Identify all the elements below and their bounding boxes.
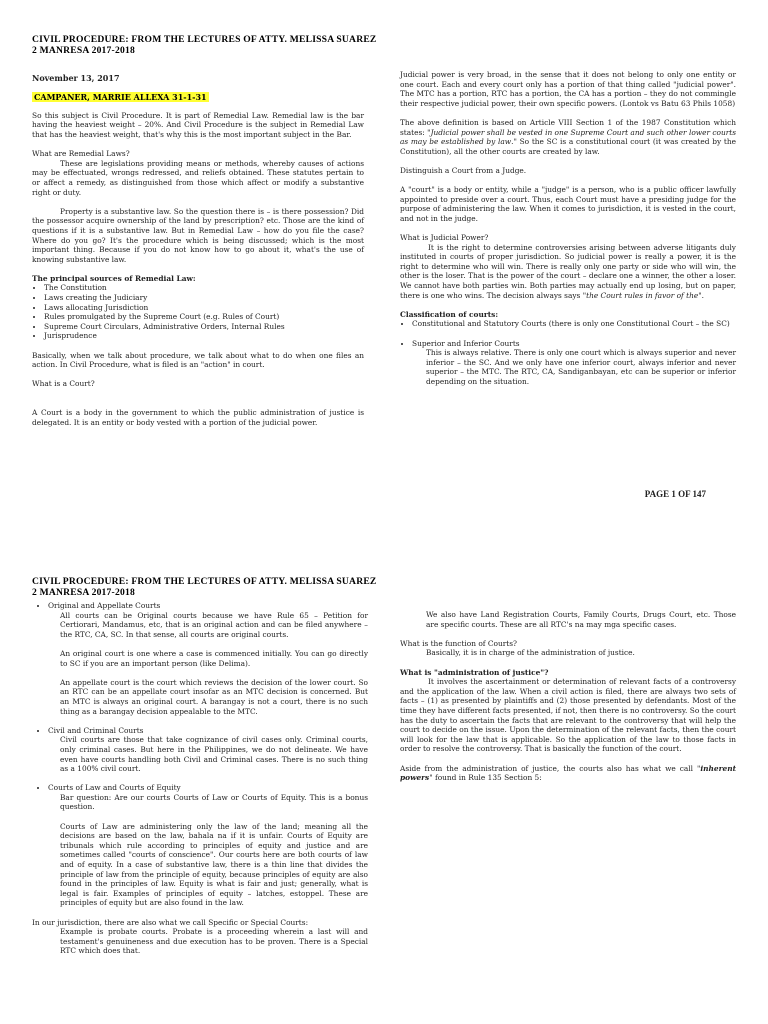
- page-header: [32, 34, 377, 56]
- list-item: • Civil and Criminal Courts Civil courts are those that take cognizance of civil cases only. Criminal courts, only criminal cases. But here in the Philippines, we do not delineate. We have even have courts handling both Civil and Criminal cases. There is no such thing as a 100% civil court.: [48, 726, 368, 774]
- answer-administration: It involves the ascertainment or determination of relevant facts of a controversy and the application of the law. When a civil action is filed, there are always two sets of facts – (1) as presented by plaintiffs and (2) those presented by defendants. Most of the time they have different facts presented, if not, then there is no controversy. So the court has the duty to ascertain the facts that are relevant to the controversy that will help the court to decide on the issue. Upon the determination of the relevant facts, then the court will look for the law that is applicable. So the application of the law to those facts in order to resolve the controversy. That is basically the function of the court.: [400, 677, 736, 754]
- sources-title: The principal sources of Remedial Law:: [32, 273, 196, 283]
- question-court: What is a Court?: [32, 379, 95, 389]
- question-remedial-laws: What are Remedial Laws?: [32, 149, 130, 159]
- list-item: • Jurisprudence: [44, 331, 364, 341]
- list-item: • Courts of Law and Courts of Equity Bar question: Are our courts Courts of Law or Courts of Equity. This is a bonus question. Courts of Law are administering only the law of the land; meaning all the decisions are based on the law, bahala na if it is unfair. Courts of Equity are tribunals which rule according to principles of equity and justice and are sometimes called "courts of conscience". Our courts here are both courts of law and of equity. In a case of substantive law, there is a thin line that divides the principle of law from the principle of equity, because principles of equity are also found in the principles of law. Equity is what is fair and just; generally, what is legal is fair. Examples of principles of equity – latches, estoppel. These are principles of equity but are also found in the law.: [48, 783, 368, 908]
- list-item: • Laws creating the Judiciary: [44, 293, 364, 303]
- intro-paragraph: So this subject is Civil Procedure. It is part of Remedial Law. Remedial law is the bar having the heaviest weight – 20%. And Civil Procedure is the subject in Remedial Law that has the heaviest weight, that's why this is the most important subject in the Bar.: [32, 110, 364, 139]
- bullet-title: • Courts of Law and Courts of Equity: [48, 783, 181, 793]
- list-item: • Superior and Inferior Courts: [412, 339, 736, 349]
- constitution-paragraph: The above definition is based on Article VIII Section 1 of the 1987 Constitution which states: "Judicial power shall be vested in one Supreme Court and such other lower courts as may be established by law." So the SC is a constitutional court (it was created by the Constitution), all the other courts are created by law.: [400, 117, 737, 156]
- answer-remedial-laws: These are legislations providing means or methods, whereby causes of actions may be effectuated, wrongs redressed, and reliefs obtained. These statutes pertain to or affect a remedy, as distinguished from those which affect or modify a substantive right or duty.: [32, 158, 364, 197]
- header-subtitle: 2 MANRESA 2017-2018: [32, 587, 135, 598]
- left-column: [32, 601, 368, 966]
- question-administration: What is "administration of justice"?: [400, 667, 549, 677]
- list-item: • Rules promulgated by the Supreme Court (e.g. Rules of Court): [44, 312, 364, 322]
- question-judicial-power: What is Judicial Power?: [400, 233, 489, 243]
- header-title: CIVIL PROCEDURE: FROM THE LECTURES OF ATTY. MELISSA SUAREZ: [32, 34, 377, 45]
- probate-paragraph: Example is probate courts. Probate is a proceeding wherein a last will and testament's genuineness and due execution has to be proven. There is a Special RTC which does that.: [60, 927, 368, 956]
- answer-function: Basically, it is in charge of the administration of justice.: [426, 648, 635, 658]
- header-subtitle: 2 MANRESA 2017-2018: [32, 45, 135, 56]
- list-item: • Laws allocating Jurisdiction: [44, 303, 364, 313]
- judicial-power-paragraph: Judicial power is very broad, in the sense that it does not belong to only one entity or one court. Each and every court only has a portion of that thing called "judicial power". The MTC has a portion, RTC has a portion, the CA has a portion – they do not commingle their respective judicial power, their own specific powers. (Lontok vs Batu 63 Phils 1058): [400, 70, 736, 108]
- list-item: • Original and Appellate Courts All courts can be Original courts because we have Rule 65 – Petition for Certiorari, Mandamus, etc, that is an original action and can be filed anywhere – the RTC, CA, SC. In that sense, all courts are original courts. An original court is one where a case is commenced initially. You can go directly to SC if you are an important person (like Delima). An appellate court is the court which reviews the decision of the lower court. So an RTC can be an appellate court insofar as an MTC decision is concerned. But an MTC is always an original court. A barangay is not a court, there is no such thing as a barangay decision appealable to the MTC.: [48, 601, 368, 716]
- answer-court: A Court is a body in the government to which the public administration of justice is delegated. It is an entity or body vested with a portion of the judicial power.: [32, 408, 364, 427]
- sources-list: [32, 283, 364, 341]
- left-column: [32, 74, 364, 437]
- page-header: [32, 576, 377, 598]
- bullet-title: • Original and Appellate Courts: [48, 601, 161, 610]
- question-court-vs-judge: Distinguish a Court from a Judge.: [400, 165, 527, 175]
- right-column: [400, 70, 736, 396]
- court-types-list: [32, 601, 368, 908]
- bullet-title: • Civil and Criminal Courts: [48, 725, 144, 735]
- list-item: • Supreme Court Circulars, Administrative Orders, Internal Rules: [44, 322, 364, 332]
- superior-inferior-desc: This is always relative. There is only one court which is always superior and never inferior – the SC. And we only have one inferior court, always inferior and never superior – the MTC. The RTC, CA, Sandiganbayan, etc can be superior or inferior depending on the situation.: [426, 348, 736, 386]
- classification-list-2: [400, 339, 736, 349]
- answer-court-vs-judge: A "court" is a body or entity, while a "judge" is a person, who is a public officer lawfully appointed to preside over a court. Thus, each Court must have a presiding judge for the purpose of administering the law. When it comes to jurisdiction, it is vested in the court, and not in the judge.: [400, 185, 736, 223]
- classification-title: Classification of courts:: [400, 309, 499, 319]
- procedure-paragraph: Basically, when we talk about procedure, we talk about what to do when one files an action. In Civil Procedure, what is filed is an "action" in court.: [32, 350, 364, 370]
- answer-judicial-power: It is the right to determine controversies arising between adverse litigants duly instituted in courts of proper jurisdiction. So judicial power is really a power, it is the right to determine who will win. There is really only one party or side who will win, the other is the loser. That is the power of the court – declare one a winner, the other a loser. We cannot have both parties win. Both parties may actually end up losing, but on paper, there is one who wins. The decision always says "the Court rules in favor of the".: [400, 242, 736, 300]
- specific-courts-paragraph: We also have Land Registration Courts, Family Courts, Drugs Court, etc. Those are specific courts. These are all RTC's na may mga specific cases.: [426, 610, 736, 629]
- inherent-powers-paragraph: Aside from the administration of justice, the courts also has what we call "inherent powers" found in Rule 135 Section 5:: [400, 763, 736, 783]
- page-number: PAGE 1 OF 147: [644, 489, 706, 499]
- special-courts-paragraph: In our jurisdiction, there are also what we call Specific or Special Courts:: [32, 917, 309, 927]
- header-title: CIVIL PROCEDURE: FROM THE LECTURES OF ATTY. MELISSA SUAREZ: [32, 576, 377, 587]
- question-function: What is the function of Courts?: [400, 638, 517, 648]
- list-item: • Constitutional and Statutory Courts (there is only one Constitutional Court – the SC): [412, 319, 736, 329]
- lecture-date: November 13, 2017: [32, 73, 120, 83]
- list-item: • The Constitution: [44, 283, 364, 293]
- right-column: [400, 610, 736, 792]
- document-page-2: [0, 545, 768, 1024]
- substantive-law-paragraph: Property is a substantive law. So the question there is – is there possession? Did the possessor acquire ownership of the land by prescription? etc. Those are the kind of questions if it is a substantive law. But in Remedial Law – how do you file the case? Where do you go? It's the procedure which is being discussed; which is the most important thing. Because if you do not know how to go about it, what's the use of knowing substantive law.: [32, 206, 364, 264]
- classification-list: [400, 319, 736, 329]
- transcriber-names: CAMPANER, MARRIE ALLEXA 31-1-31: [34, 92, 207, 103]
